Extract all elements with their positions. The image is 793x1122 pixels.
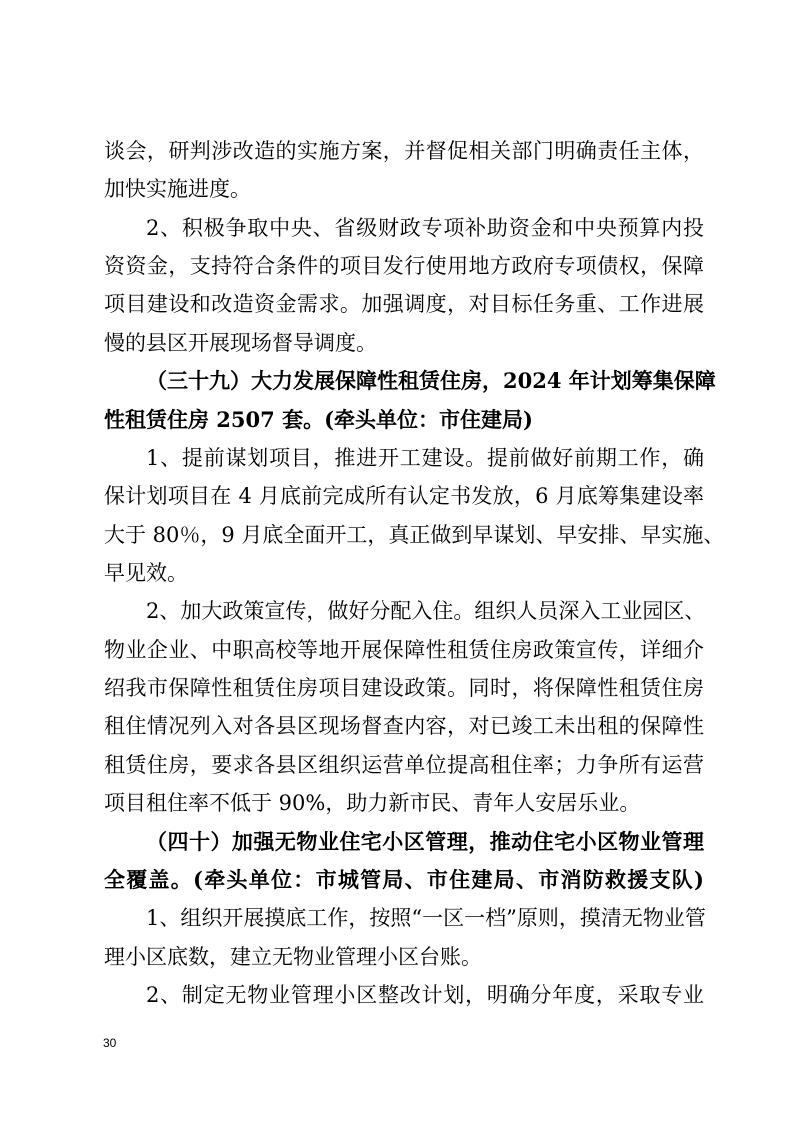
body-line: 早见效。: [104, 561, 188, 585]
body-line: 理小区底数，建立无物业管理小区台账。: [104, 945, 482, 969]
paragraph-first-line: 1、组织开展摸底工作，按照“一区一档”原则，摸清无物业管: [146, 906, 706, 930]
paragraph-first-line: 1、提前谋划项目，推进开工建设。提前做好前期工作，确: [146, 446, 704, 470]
body-line: 资资金，支持符合条件的项目发行使用地方政府专项债权，保障: [104, 254, 704, 278]
section-heading-line: （三十九）大力发展保障性租赁住房，2024 年计划筹集保障: [146, 368, 716, 393]
section-heading-line: 全覆盖。(牵头单位：市城管局、市住建局、市消防救援支队): [104, 867, 704, 892]
section-heading-line: （四十）加强无物业住宅小区管理，推动住宅小区物业管理: [146, 829, 704, 854]
body-line: 加快实施进度。: [104, 177, 251, 201]
body-line: 保计划项目在 4 月底前完成所有认定书发放，6 月底筹集建设率: [104, 484, 704, 508]
body-line: 谈会，研判涉改造的实施方案，并督促相关部门明确责任主体，: [104, 139, 704, 163]
paragraph-first-line: 2、加大政策宣传，做好分配入住。组织人员深入工业园区、: [146, 599, 706, 623]
paragraph-first-line: 2、制定无物业管理小区整改计划，明确分年度，采取专业: [146, 983, 704, 1007]
body-line: 绍我市保障性租赁住房项目建设政策。同时，将保障性租赁住房: [104, 676, 704, 700]
body-line: 项目建设和改造资金需求。加强调度，对目标任务重、工作进展: [104, 292, 704, 316]
body-line: 租住情况列入对各县区现场督查内容，对已竣工未出租的保障性: [104, 714, 704, 738]
body-line: 大于 80％，9 月底全面开工，真正做到早谋划、早安排、早实施、: [104, 523, 725, 547]
paragraph-first-line: 2、积极争取中央、省级财政专项补助资金和中央预算内投: [146, 216, 704, 240]
section-heading-line: 性租赁住房 2507 套。(牵头单位：市住建局): [104, 407, 533, 432]
body-line: 慢的县区开展现场督导调度。: [104, 331, 377, 355]
body-line: 租赁住房，要求各县区组织运营单位提高租住率；力争所有运营: [104, 753, 704, 777]
body-line: 物业企业、中职高校等地开展保障性租赁住房政策宣传，详细介: [104, 638, 704, 662]
body-line: 项目租住率不低于 90%，助力新市民、青年人安居乐业。: [104, 791, 641, 815]
page-number: 30: [103, 1036, 117, 1050]
